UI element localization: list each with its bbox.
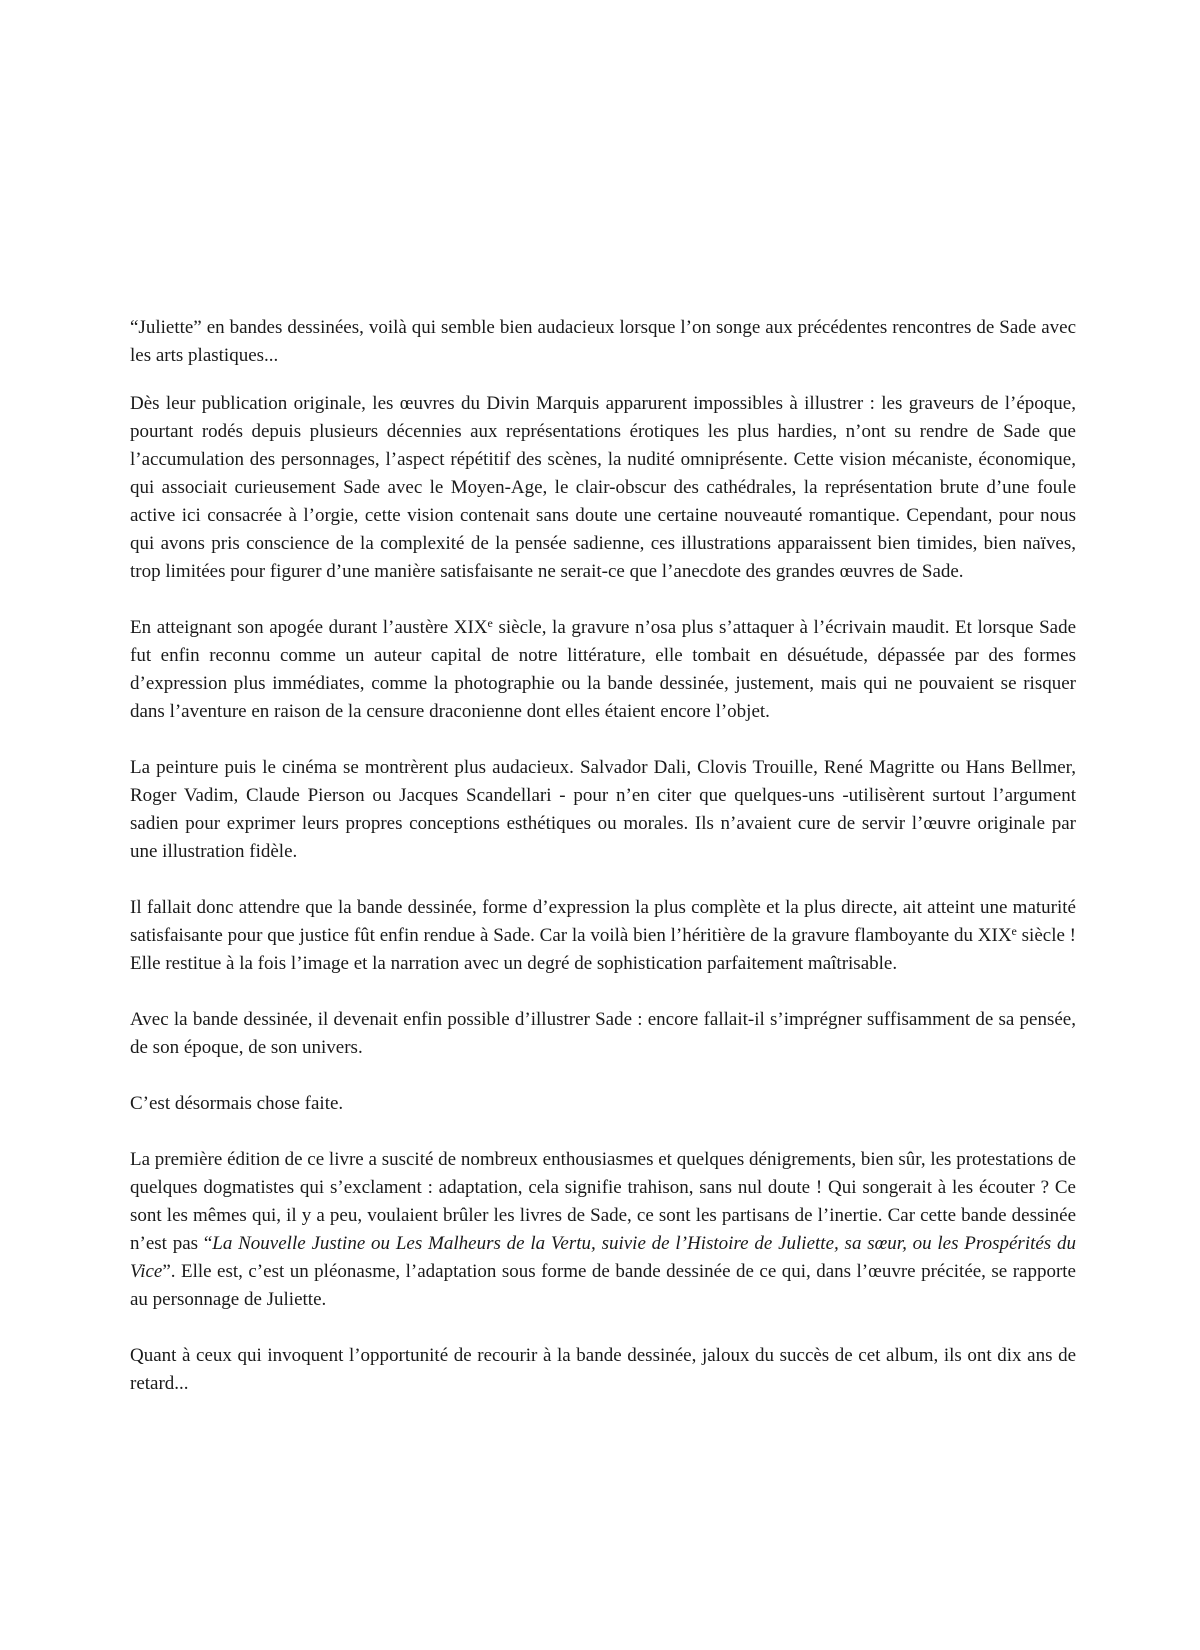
paragraph-possible: Avec la bande dessinée, il devenait enfin possible d’illustrer Sade : encore fallait-il s’imprégner suffisamment de sa pensée, de son époque, de son univers. bbox=[130, 1009, 1076, 1058]
superscript: e bbox=[1011, 924, 1017, 938]
paragraph-text: siècle ! Elle restitue à la fois l’image et la narration avec un degré de sophistication parfaitement maîtrisable. bbox=[130, 925, 1077, 974]
paragraph-text: En atteignant son apogée durant l’austère XIX bbox=[130, 617, 488, 638]
paragraph-comics-maturity bbox=[130, 894, 1076, 978]
paragraph-text: siècle, la gravure n’osa plus s’attaquer à l’écrivain maudit. Et lorsque Sade fut enfin reconnu comme un auteur capital de notre littérature, elle tombait en désuétude, dépassée par des formes d’expression plus immédiates, comme la photographie ou la bande dessinée, justement, mais qui ne pouvaient se risquer dans l’aventure en raison de la censure draconienne dont elles étaient encore l’objet. bbox=[130, 617, 1076, 722]
paragraph-intro: “Juliette” en bandes dessinées, voilà qui semble bien audacieux lorsque l’on songe aux précédentes rencontres de Sade avec les arts plastiques... bbox=[130, 317, 1076, 366]
body-text bbox=[130, 314, 1076, 1426]
paragraph-painting-cinema: La peinture puis le cinéma se montrèrent plus audacieux. Salvador Dali, Clovis Trouille, René Magritte ou Hans Bellmer, Roger Vadim, Claude Pierson ou Jacques Scandellari - pour n’en citer que quelques-uns -utilisèrent surtout l’argument sadien pour exprimer leurs propres conceptions esthétiques ou morales. Ils n’avaient cure de servir l’œuvre originale par une illustration fidèle. bbox=[130, 757, 1076, 862]
paragraph-conclusion: Quant à ceux qui invoquent l’opportunité de recourir à la bande dessinée, jaloux du succès de cet album, ils ont dix ans de retard... bbox=[130, 1345, 1076, 1394]
paragraph-text: ”. Elle est, c’est un pléonasme, l’adaptation sous forme de bande dessinée de ce qui, dans l’œuvre précitée, se rapporte au personnage de Juliette. bbox=[130, 1261, 1076, 1310]
paragraph-engravers: Dès leur publication originale, les œuvres du Divin Marquis apparurent impossibles à illustrer : les graveurs de l’époque, pourtant rodés depuis plusieurs décennies aux représentations érotiques les plus hardies, n’ont su rendre de Sade que l’accumulation des personnages, l’aspect répétitif des scènes, la nudité omniprésente. Cette vision mécaniste, économique, qui associait curieusement Sade avec le Moyen-Age, le clair-obscur des cathédrales, la représentation brute d’une foule active ici consacrée à l’orgie, cette vision contenait sans doute une certaine nouveauté romantique. Cependant, pour nous qui avons pris conscience de la complexité de la pensée sadienne, ces illustrations apparaissent bien timides, bien naïves, trop limitées pour figurer d’une manière satisfaisante ne serait-ce que l’anecdote des grandes œuvres de Sade. bbox=[130, 393, 1076, 582]
superscript: e bbox=[487, 616, 493, 630]
paragraph-text: La première édition de ce livre a suscité de nombreux enthousiasmes et quelques dénigrements, bien sûr, les protestations de quelques dogmatistes qui s’exclament : adaptation, cela signifie trahison, sans nul doute ! Qui songerait à les écouter ? Ce sont les mêmes qui, il y a peu, voulaient brûler les livres de Sade, ce sont les partisans de l’inertie. Car cette bande dessinée n’est pas “ bbox=[130, 1149, 1076, 1254]
paragraph-text: Il fallait donc attendre que la bande dessinée, forme d’expression la plus complète et la plus directe, ait atteint une maturité satisfaisante pour que justice fût enfin rendue à Sade. Car la voilà bien l’héritière de la gravure flamboyante du XIX bbox=[130, 897, 1076, 946]
paragraph-done: C’est désormais chose faite. bbox=[130, 1093, 344, 1114]
paragraph-nineteenth-century bbox=[130, 614, 1076, 726]
paragraph-first-edition bbox=[130, 1146, 1076, 1314]
book-title: La Nouvelle Justine ou Les Malheurs de la Vertu, suivie de l’Histoire de Juliette, sa sœur, ou les Prospérités du Vice bbox=[130, 1233, 1076, 1282]
